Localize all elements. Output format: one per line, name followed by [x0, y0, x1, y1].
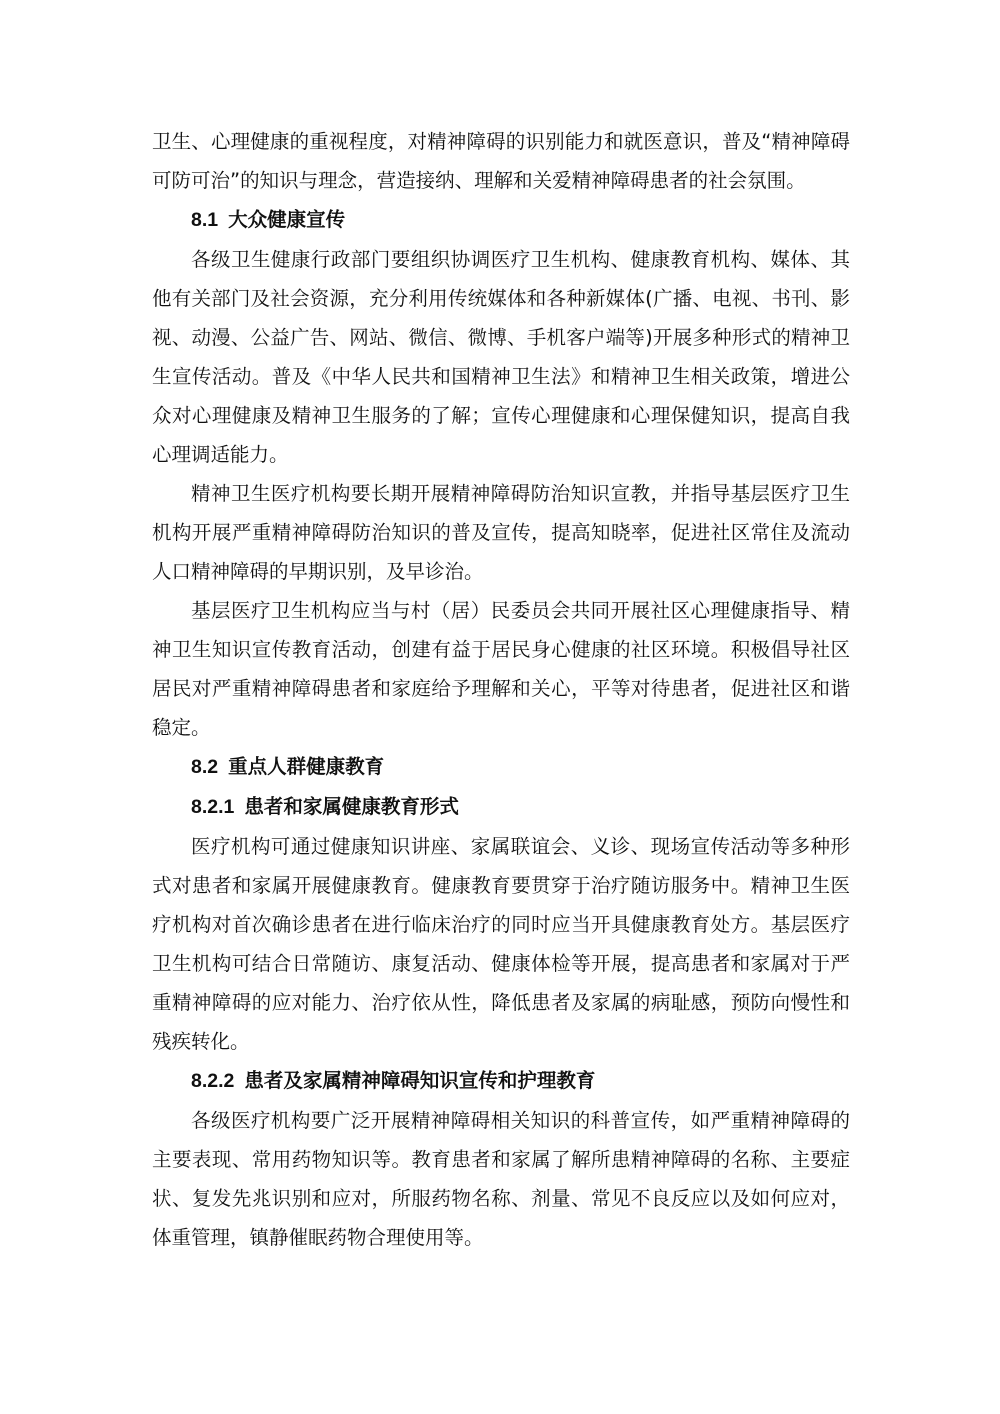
section-number: 8.1: [191, 209, 219, 231]
section-number: 8.2: [191, 756, 219, 778]
subsection-heading-8-2-1: [152, 787, 850, 827]
subsection-heading-8-2-2: [152, 1061, 850, 1101]
section-number: 8.2.2: [191, 1070, 235, 1092]
section-title: 重点人群健康教育: [228, 755, 385, 778]
paragraph: 医疗机构可通过健康知识讲座、家属联谊会、义诊、现场宣传活动等多种形式对患者和家属开展健康教育。健康教育要贯穿于治疗随访服务中。精神卫生医疗机构对首次确诊患者在进行临床治疗的同时应当开具健康教育处方。基层医疗卫生机构可结合日常随访、康复活动、健康体检等开展，提高患者和家属对于严重精神障碍的应对能力、治疗依从性，降低患者及家属的病耻感，预防向慢性和残疾转化。: [152, 835, 850, 1053]
intro-paragraph-continuation: 卫生、心理健康的重视程度，对精神障碍的识别能力和就医意识，普及“精神障碍可防可治”的知识与理念，营造接纳、理解和关爱精神障碍患者的社会氛围。: [152, 130, 850, 192]
paragraph: 基层医疗卫生机构应当与村（居）民委员会共同开展社区心理健康指导、精神卫生知识宣传教育活动，创建有益于居民身心健康的社区环境。积极倡导社区居民对严重精神障碍患者和家庭给予理解和关心，平等对待患者，促进社区和谐稳定。: [152, 599, 850, 739]
paragraph: 各级医疗机构要广泛开展精神障碍相关知识的科普宣传，如严重精神障碍的主要表现、常用药物知识等。教育患者和家属了解所患精神障碍的名称、主要症状、复发先兆识别和应对，所服药物名称、剂量、常见不良反应以及如何应对，体重管理，镇静催眠药物合理使用等。: [152, 1109, 850, 1249]
section-title: 患者和家属健康教育形式: [244, 795, 459, 818]
section-number: 8.2.1: [191, 796, 235, 818]
section-heading-8-2: [152, 747, 850, 787]
paragraph: 精神卫生医疗机构要长期开展精神障碍防治知识宣教，并指导基层医疗卫生机构开展严重精神障碍防治知识的普及宣传，提高知晓率，促进社区常住及流动人口精神障碍的早期识别，及早诊治。: [152, 482, 850, 583]
section-title: 大众健康宣传: [228, 208, 346, 231]
document-body: [152, 122, 850, 1257]
section-heading-8-1: [152, 200, 850, 240]
paragraph: 各级卫生健康行政部门要组织协调医疗卫生机构、健康教育机构、媒体、其他有关部门及社会资源，充分利用传统媒体和各种新媒体(广播、电视、书刊、影视、动漫、公益广告、网站、微信、微博、手机客户端等)开展多种形式的精神卫生宣传活动。普及《中华人民共和国精神卫生法》和精神卫生相关政策，增进公众对心理健康及精神卫生服务的了解；宣传心理健康和心理保健知识，提高自我心理调适能力。: [152, 248, 850, 466]
section-title: 患者及家属精神障碍知识宣传和护理教育: [244, 1069, 596, 1092]
